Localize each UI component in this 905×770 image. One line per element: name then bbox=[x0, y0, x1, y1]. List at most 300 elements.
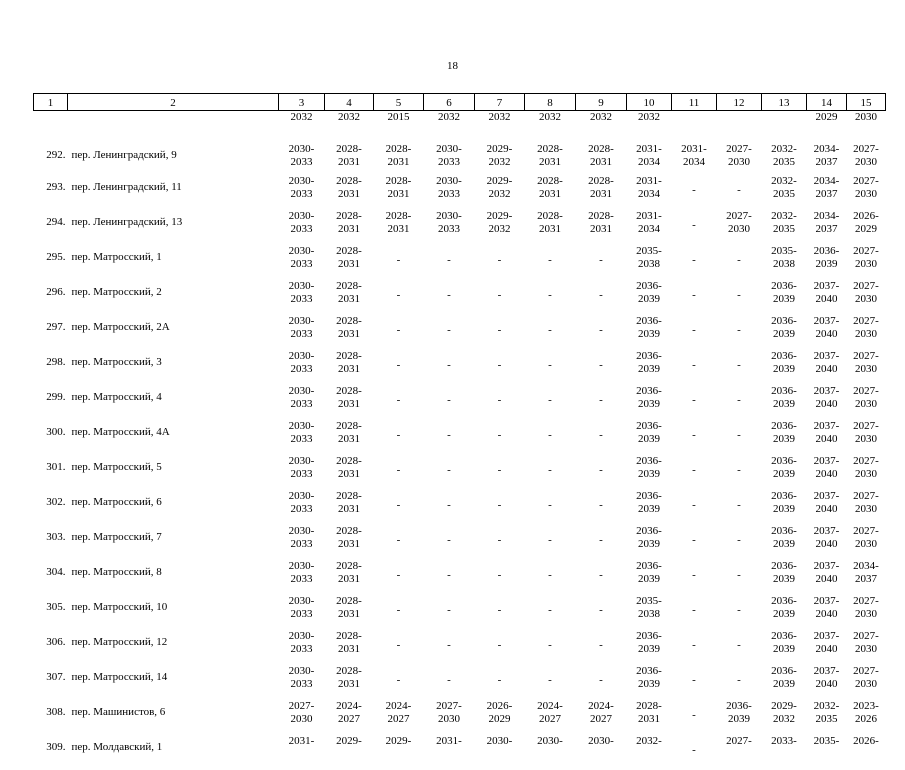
year-cell: - bbox=[717, 245, 762, 280]
address-cell: пер. Матросский, 1 bbox=[68, 245, 279, 280]
year-cell: - bbox=[374, 420, 424, 455]
table-row bbox=[34, 490, 886, 525]
year-cell: 2028- 2031 bbox=[576, 210, 627, 245]
year-cell: 2031- 2034 bbox=[627, 143, 672, 175]
year-cell: 2028- 2031 bbox=[325, 560, 374, 595]
year-cell: 2030- 2033 bbox=[279, 665, 325, 700]
address-cell: пер. Матросский, 12 bbox=[68, 630, 279, 665]
year-cell: - bbox=[717, 630, 762, 665]
year-cell: 2029 bbox=[807, 111, 847, 144]
year-cell: 2028- 2031 bbox=[374, 143, 424, 175]
year-cell: - bbox=[672, 665, 717, 700]
year-cell: - bbox=[475, 560, 525, 595]
year-cell: - bbox=[717, 525, 762, 560]
year-cell: - bbox=[374, 245, 424, 280]
year-cell: 2030- 2033 bbox=[279, 455, 325, 490]
year-cell: - bbox=[717, 420, 762, 455]
year-cell: 2032- 2035 bbox=[762, 143, 807, 175]
column-header: 10 bbox=[627, 94, 672, 111]
year-cell: - bbox=[374, 455, 424, 490]
row-number: 303. bbox=[34, 525, 68, 560]
row-number bbox=[34, 111, 68, 144]
year-cell: 2027- 2030 bbox=[279, 700, 325, 735]
year-cell: 2030- 2033 bbox=[424, 143, 475, 175]
year-cell: 2030- 2033 bbox=[424, 175, 475, 210]
year-cell: - bbox=[672, 175, 717, 210]
table-row bbox=[34, 315, 886, 350]
row-number: 297. bbox=[34, 315, 68, 350]
year-cell: 2028- 2031 bbox=[325, 210, 374, 245]
table-row bbox=[34, 111, 886, 144]
year-cell: - bbox=[525, 525, 576, 560]
year-cell: 2027- 2030 bbox=[847, 245, 886, 280]
year-cell: 2030- bbox=[576, 735, 627, 770]
address-cell: пер. Молдавский, 1 bbox=[68, 735, 279, 770]
address-cell: пер. Машинистов, 6 bbox=[68, 700, 279, 735]
year-cell: - bbox=[475, 280, 525, 315]
year-cell: 2031- 2034 bbox=[627, 175, 672, 210]
year-cell: - bbox=[475, 385, 525, 420]
table-row bbox=[34, 630, 886, 665]
column-header: 9 bbox=[576, 94, 627, 111]
year-cell: 2028- 2031 bbox=[576, 175, 627, 210]
year-cell: 2032 bbox=[576, 111, 627, 144]
year-cell: - bbox=[672, 420, 717, 455]
row-number: 308. bbox=[34, 700, 68, 735]
year-cell: 2027- 2030 bbox=[424, 700, 475, 735]
year-cell: - bbox=[525, 490, 576, 525]
year-cell: - bbox=[717, 350, 762, 385]
year-cell: 2027- bbox=[717, 735, 762, 770]
year-cell: 2028- 2031 bbox=[325, 420, 374, 455]
year-cell: - bbox=[525, 665, 576, 700]
year-cell: - bbox=[672, 525, 717, 560]
year-cell: 2028- 2031 bbox=[325, 525, 374, 560]
year-cell: - bbox=[717, 595, 762, 630]
year-cell: 2033- bbox=[762, 735, 807, 770]
year-cell: 2030- bbox=[475, 735, 525, 770]
column-header: 15 bbox=[847, 94, 886, 111]
year-cell: 2036- 2039 bbox=[627, 420, 672, 455]
year-cell: - bbox=[475, 315, 525, 350]
year-cell: - bbox=[576, 560, 627, 595]
table-row bbox=[34, 665, 886, 700]
year-cell: 2031- bbox=[424, 735, 475, 770]
year-cell: - bbox=[717, 315, 762, 350]
year-cell: 2036- 2039 bbox=[762, 630, 807, 665]
address-cell: пер. Матросский, 2А bbox=[68, 315, 279, 350]
year-cell: 2036- 2039 bbox=[627, 350, 672, 385]
year-cell: 2031- bbox=[279, 735, 325, 770]
address-cell: пер. Матросский, 3 bbox=[68, 350, 279, 385]
address-cell: пер. Матросский, 14 bbox=[68, 665, 279, 700]
year-cell: 2037- 2040 bbox=[807, 420, 847, 455]
year-cell: - bbox=[374, 490, 424, 525]
year-cell: 2036- 2039 bbox=[762, 350, 807, 385]
row-number: 306. bbox=[34, 630, 68, 665]
row-number: 298. bbox=[34, 350, 68, 385]
table-row bbox=[34, 735, 886, 770]
year-cell: 2034- 2037 bbox=[847, 560, 886, 595]
year-cell: 2036- 2039 bbox=[762, 455, 807, 490]
row-number: 292. bbox=[34, 143, 68, 175]
year-cell: 2030- 2033 bbox=[279, 420, 325, 455]
year-cell: - bbox=[424, 245, 475, 280]
year-cell: 2028- 2031 bbox=[325, 350, 374, 385]
table-row bbox=[34, 595, 886, 630]
year-cell: - bbox=[475, 420, 525, 455]
column-header: 12 bbox=[717, 94, 762, 111]
year-cell: 2036- 2039 bbox=[807, 245, 847, 280]
year-cell: 2028- 2031 bbox=[325, 245, 374, 280]
year-cell: 2028- 2031 bbox=[325, 175, 374, 210]
year-cell: - bbox=[525, 245, 576, 280]
row-number: 307. bbox=[34, 665, 68, 700]
year-cell: 2027- 2030 bbox=[847, 525, 886, 560]
year-cell: 2029- 2032 bbox=[475, 175, 525, 210]
address-cell: пер. Ленинградский, 9 bbox=[68, 143, 279, 175]
year-cell: 2034- 2037 bbox=[807, 175, 847, 210]
year-cell: 2030- bbox=[525, 735, 576, 770]
year-cell: 2015 bbox=[374, 111, 424, 144]
year-cell: - bbox=[717, 490, 762, 525]
year-cell: - bbox=[576, 665, 627, 700]
address-cell: пер. Ленинградский, 11 bbox=[68, 175, 279, 210]
year-cell: - bbox=[672, 280, 717, 315]
address-cell: пер. Матросский, 7 bbox=[68, 525, 279, 560]
row-number: 302. bbox=[34, 490, 68, 525]
column-header: 8 bbox=[525, 94, 576, 111]
year-cell: - bbox=[576, 455, 627, 490]
year-cell: 2032 bbox=[325, 111, 374, 144]
table-row bbox=[34, 455, 886, 490]
year-cell: - bbox=[717, 175, 762, 210]
year-cell: 2032 bbox=[424, 111, 475, 144]
address-cell: пер. Ленинградский, 13 bbox=[68, 210, 279, 245]
year-cell: - bbox=[717, 560, 762, 595]
year-cell bbox=[717, 111, 762, 144]
year-cell: - bbox=[672, 245, 717, 280]
row-number: 294. bbox=[34, 210, 68, 245]
year-cell: - bbox=[374, 280, 424, 315]
row-number: 304. bbox=[34, 560, 68, 595]
year-cell: 2029- bbox=[374, 735, 424, 770]
year-cell: 2037- 2040 bbox=[807, 630, 847, 665]
column-header: 11 bbox=[672, 94, 717, 111]
year-cell: 2035- bbox=[807, 735, 847, 770]
year-cell: - bbox=[424, 280, 475, 315]
year-cell: 2028- 2031 bbox=[525, 143, 576, 175]
year-cell: 2032- 2035 bbox=[762, 175, 807, 210]
year-cell: - bbox=[576, 525, 627, 560]
year-cell: - bbox=[576, 385, 627, 420]
year-cell: 2036- 2039 bbox=[762, 525, 807, 560]
year-cell: 2037- 2040 bbox=[807, 490, 847, 525]
row-number: 293. bbox=[34, 175, 68, 210]
year-cell: 2031- 2034 bbox=[627, 210, 672, 245]
year-cell: 2032 bbox=[627, 111, 672, 144]
year-cell: 2035- 2038 bbox=[627, 595, 672, 630]
address-cell: пер. Матросский, 4 bbox=[68, 385, 279, 420]
year-cell: - bbox=[424, 350, 475, 385]
year-cell: 2036- 2039 bbox=[762, 665, 807, 700]
table-row bbox=[34, 245, 886, 280]
address-cell: пер. Матросский, 2 bbox=[68, 280, 279, 315]
year-cell: - bbox=[525, 455, 576, 490]
year-cell: - bbox=[525, 560, 576, 595]
year-cell: 2036- 2039 bbox=[762, 280, 807, 315]
year-cell: 2028- 2031 bbox=[374, 175, 424, 210]
year-cell: 2030- 2033 bbox=[279, 560, 325, 595]
year-cell: 2036- 2039 bbox=[762, 490, 807, 525]
year-cell: 2028- 2031 bbox=[325, 595, 374, 630]
year-cell: - bbox=[672, 560, 717, 595]
year-cell: 2028- 2031 bbox=[325, 455, 374, 490]
year-cell: 2027- 2030 bbox=[847, 315, 886, 350]
column-header: 7 bbox=[475, 94, 525, 111]
year-cell: 2037- 2040 bbox=[807, 525, 847, 560]
year-cell: - bbox=[672, 455, 717, 490]
year-cell: 2032 bbox=[525, 111, 576, 144]
year-cell: - bbox=[374, 350, 424, 385]
table-row bbox=[34, 560, 886, 595]
year-cell: 2027- 2030 bbox=[847, 420, 886, 455]
column-header: 4 bbox=[325, 94, 374, 111]
address-cell: пер. Матросский, 10 bbox=[68, 595, 279, 630]
year-cell: - bbox=[424, 525, 475, 560]
row-number: 300. bbox=[34, 420, 68, 455]
year-cell: - bbox=[424, 420, 475, 455]
year-cell: 2026- 2029 bbox=[475, 700, 525, 735]
year-cell: - bbox=[672, 210, 717, 245]
year-cell: 2026- bbox=[847, 735, 886, 770]
year-cell: 2035- 2038 bbox=[762, 245, 807, 280]
year-cell: 2028- 2031 bbox=[325, 280, 374, 315]
year-cell: 2024- 2027 bbox=[525, 700, 576, 735]
year-cell: 2030- 2033 bbox=[279, 175, 325, 210]
year-cell: 2036- 2039 bbox=[717, 700, 762, 735]
year-cell: 2036- 2039 bbox=[627, 665, 672, 700]
address-cell: пер. Матросский, 8 bbox=[68, 560, 279, 595]
year-cell: 2030- 2033 bbox=[279, 315, 325, 350]
year-cell: 2027- 2030 bbox=[847, 385, 886, 420]
column-header: 2 bbox=[68, 94, 279, 111]
year-cell: 2037- 2040 bbox=[807, 455, 847, 490]
year-cell bbox=[672, 111, 717, 144]
year-cell: 2027- 2030 bbox=[847, 350, 886, 385]
year-cell: 2027- 2030 bbox=[847, 455, 886, 490]
year-cell: 2028- 2031 bbox=[325, 385, 374, 420]
year-cell: 2036- 2039 bbox=[762, 315, 807, 350]
year-cell: - bbox=[475, 245, 525, 280]
year-cell: - bbox=[576, 595, 627, 630]
table-body bbox=[34, 111, 886, 770]
year-cell: - bbox=[717, 665, 762, 700]
year-cell: - bbox=[672, 735, 717, 770]
year-cell: 2034- 2037 bbox=[807, 143, 847, 175]
year-cell: 2029- 2032 bbox=[475, 210, 525, 245]
year-cell: 2023- 2026 bbox=[847, 700, 886, 735]
row-number: 305. bbox=[34, 595, 68, 630]
year-cell: 2037- 2040 bbox=[807, 350, 847, 385]
year-cell: 2036- 2039 bbox=[762, 385, 807, 420]
column-header: 14 bbox=[807, 94, 847, 111]
year-cell: - bbox=[374, 560, 424, 595]
year-cell: - bbox=[374, 595, 424, 630]
column-header: 6 bbox=[424, 94, 475, 111]
year-cell: 2028- 2031 bbox=[325, 490, 374, 525]
table-row bbox=[34, 385, 886, 420]
page-number: 18 bbox=[0, 60, 905, 72]
year-cell: - bbox=[475, 665, 525, 700]
year-cell: - bbox=[672, 350, 717, 385]
schedule-table bbox=[33, 93, 886, 770]
year-cell: - bbox=[576, 245, 627, 280]
year-cell: - bbox=[525, 315, 576, 350]
year-cell: 2028- 2031 bbox=[525, 210, 576, 245]
year-cell: 2032 bbox=[279, 111, 325, 144]
year-cell: - bbox=[424, 560, 475, 595]
table-row bbox=[34, 700, 886, 735]
year-cell: - bbox=[475, 455, 525, 490]
year-cell: - bbox=[717, 385, 762, 420]
year-cell: 2028- 2031 bbox=[374, 210, 424, 245]
year-cell: - bbox=[374, 315, 424, 350]
year-cell: - bbox=[475, 490, 525, 525]
year-cell: - bbox=[672, 630, 717, 665]
year-cell: 2036- 2039 bbox=[627, 525, 672, 560]
year-cell: 2036- 2039 bbox=[762, 420, 807, 455]
year-cell: - bbox=[576, 315, 627, 350]
year-cell: 2028- 2031 bbox=[325, 665, 374, 700]
column-header: 13 bbox=[762, 94, 807, 111]
year-cell: 2027- 2030 bbox=[847, 595, 886, 630]
year-cell: - bbox=[374, 525, 424, 560]
year-cell: 2027- 2030 bbox=[847, 665, 886, 700]
year-cell: 2036- 2039 bbox=[627, 455, 672, 490]
year-cell: 2030- 2033 bbox=[279, 595, 325, 630]
year-cell: 2036- 2039 bbox=[762, 595, 807, 630]
year-cell: - bbox=[424, 665, 475, 700]
year-cell: 2036- 2039 bbox=[762, 560, 807, 595]
year-cell: - bbox=[475, 595, 525, 630]
year-cell: 2037- 2040 bbox=[807, 315, 847, 350]
year-cell: - bbox=[475, 525, 525, 560]
year-cell: - bbox=[672, 315, 717, 350]
row-number: 301. bbox=[34, 455, 68, 490]
year-cell: - bbox=[525, 630, 576, 665]
year-cell: - bbox=[672, 595, 717, 630]
year-cell: 2030- 2033 bbox=[279, 245, 325, 280]
year-cell: - bbox=[717, 280, 762, 315]
year-cell: 2030- 2033 bbox=[279, 280, 325, 315]
table-row bbox=[34, 420, 886, 455]
year-cell: - bbox=[576, 420, 627, 455]
year-cell: - bbox=[475, 630, 525, 665]
year-cell: - bbox=[424, 455, 475, 490]
year-cell: 2037- 2040 bbox=[807, 595, 847, 630]
year-cell: - bbox=[672, 385, 717, 420]
year-cell: - bbox=[424, 490, 475, 525]
address-cell: пер. Матросский, 4А bbox=[68, 420, 279, 455]
year-cell: 2028- 2031 bbox=[325, 630, 374, 665]
year-cell: 2030- 2033 bbox=[279, 350, 325, 385]
year-cell: - bbox=[424, 315, 475, 350]
table-row bbox=[34, 175, 886, 210]
year-cell: 2027- 2030 bbox=[717, 210, 762, 245]
year-cell: 2037- 2040 bbox=[807, 665, 847, 700]
year-cell: 2035- 2038 bbox=[627, 245, 672, 280]
year-cell: - bbox=[576, 490, 627, 525]
year-cell: - bbox=[424, 385, 475, 420]
year-cell: 2036- 2039 bbox=[627, 315, 672, 350]
year-cell: 2027- 2030 bbox=[847, 175, 886, 210]
table-row bbox=[34, 143, 886, 175]
row-number: 299. bbox=[34, 385, 68, 420]
year-cell: 2027- 2030 bbox=[847, 143, 886, 175]
year-cell: 2027- 2030 bbox=[847, 490, 886, 525]
year-cell: 2036- 2039 bbox=[627, 630, 672, 665]
year-cell: 2037- 2040 bbox=[807, 280, 847, 315]
year-cell: 2028- 2031 bbox=[525, 175, 576, 210]
row-number: 309. bbox=[34, 735, 68, 770]
year-cell: 2029- 2032 bbox=[475, 143, 525, 175]
year-cell: 2027- 2030 bbox=[847, 630, 886, 665]
table-row bbox=[34, 525, 886, 560]
year-cell: - bbox=[576, 350, 627, 385]
year-cell: - bbox=[374, 630, 424, 665]
year-cell: 2027- 2030 bbox=[717, 143, 762, 175]
row-number: 296. bbox=[34, 280, 68, 315]
year-cell: 2030- 2033 bbox=[424, 210, 475, 245]
year-cell: 2029- 2032 bbox=[762, 700, 807, 735]
year-cell: - bbox=[576, 630, 627, 665]
year-cell: 2029- bbox=[325, 735, 374, 770]
year-cell: 2036- 2039 bbox=[627, 385, 672, 420]
year-cell: 2028- 2031 bbox=[627, 700, 672, 735]
year-cell: - bbox=[525, 350, 576, 385]
year-cell: - bbox=[374, 665, 424, 700]
address-cell bbox=[68, 111, 279, 144]
table-row bbox=[34, 350, 886, 385]
year-cell bbox=[762, 111, 807, 144]
year-cell: - bbox=[717, 455, 762, 490]
year-cell: 2032- bbox=[627, 735, 672, 770]
year-cell: - bbox=[525, 385, 576, 420]
year-cell: 2030- 2033 bbox=[279, 385, 325, 420]
year-cell: 2031- 2034 bbox=[672, 143, 717, 175]
year-cell: 2030- 2033 bbox=[279, 630, 325, 665]
year-cell: - bbox=[424, 595, 475, 630]
table-header-row bbox=[34, 94, 886, 111]
year-cell: 2028- 2031 bbox=[325, 315, 374, 350]
address-cell: пер. Матросский, 5 bbox=[68, 455, 279, 490]
year-cell: - bbox=[475, 350, 525, 385]
year-cell: 2036- 2039 bbox=[627, 280, 672, 315]
year-cell: 2028- 2031 bbox=[325, 143, 374, 175]
year-cell: - bbox=[525, 420, 576, 455]
year-cell: 2024- 2027 bbox=[576, 700, 627, 735]
year-cell: 2028- 2031 bbox=[576, 143, 627, 175]
row-number: 295. bbox=[34, 245, 68, 280]
year-cell: 2030- 2033 bbox=[279, 525, 325, 560]
table-row bbox=[34, 280, 886, 315]
year-cell: 2024- 2027 bbox=[374, 700, 424, 735]
year-cell: 2032- 2035 bbox=[807, 700, 847, 735]
table-row bbox=[34, 210, 886, 245]
year-cell: - bbox=[374, 385, 424, 420]
year-cell: 2030- 2033 bbox=[279, 143, 325, 175]
